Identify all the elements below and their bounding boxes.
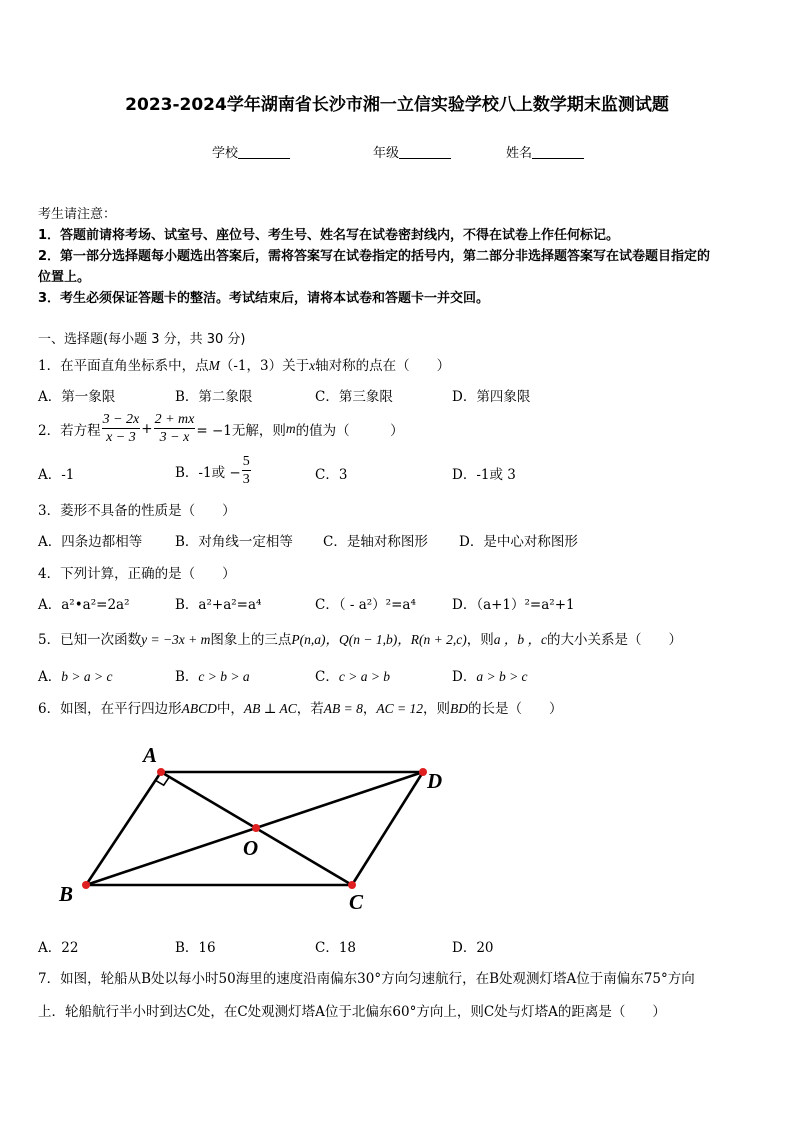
point-c <box>348 881 356 889</box>
q2-option-c[interactable]: C．3 <box>315 467 348 483</box>
question-1: 1．在平面直角坐标系中，点M（-1，3）关于x轴对称的点在（ ） <box>38 358 451 374</box>
q5-option-a[interactable]: A．b > a > c <box>38 669 113 685</box>
question-6: 6．如图，在平行四边形ABCD中，AB ⊥ AC，若AB = 8，AC = 12，则BD的长是（ ） <box>38 701 563 717</box>
question-3: 3．菱形不具备的性质是（ ） <box>38 503 236 519</box>
q6-option-d[interactable]: D．20 <box>452 940 494 956</box>
notice-heading: 考生请注意： <box>38 207 117 222</box>
label-o: O <box>243 836 259 860</box>
question-7-line-1: 7．如图，轮船从B处以每小时50海里的速度沿南偏东30°方向匀速航行，在B处观测灯塔A位于南偏东75°方向 <box>38 971 695 987</box>
q2-option-a[interactable]: A．-1 <box>38 467 75 483</box>
label-a: A <box>143 743 158 767</box>
q5-option-d[interactable]: D．a > b > c <box>452 669 528 685</box>
q2-option-d[interactable]: D．-1或 3 <box>452 467 516 483</box>
q3-option-d[interactable]: D．是中心对称图形 <box>459 534 578 550</box>
name-field: 姓名 <box>506 142 584 161</box>
q1-option-a[interactable]: A．第一象限 <box>38 389 116 405</box>
q3-option-b[interactable]: B．对角线一定相等 <box>175 534 293 550</box>
notice-item: 位置上。 <box>38 270 91 285</box>
q3-option-c[interactable]: C．是轴对称图形 <box>323 534 428 550</box>
point-d <box>419 768 427 776</box>
side-cd <box>352 772 423 885</box>
label-c: C <box>349 890 364 914</box>
q4-option-a[interactable]: A．a²•a²=2a² <box>38 597 130 613</box>
q5-option-c[interactable]: C．c > a > b <box>315 669 391 685</box>
question-7-line-2: 上．轮船航行半小时到达C处，在C处观测灯塔A位于北偏东60°方向上，则C处与灯塔A的距离是（ ） <box>38 1004 666 1020</box>
section-heading: 一、选择题(每小题 3 分，共 30 分) <box>38 332 246 347</box>
question-2: 2．若方程 $\frac{3 - 2x}{x - 3}$ + $\frac{2 + mx}{3 - x}$ = −1无解，则 m 的值为（ ） <box>38 412 404 445</box>
q1-option-d[interactable]: D．第四象限 <box>452 389 531 405</box>
q6-option-a[interactable]: A．22 <box>38 940 79 956</box>
fraction-2: $\frac{2 + mx}{3 - x}$ <box>154 412 195 445</box>
point-a <box>157 768 165 776</box>
page-title: 2023-2024学年湖南省长沙市湘一立信实验学校八上数学期末监测试题 <box>125 95 669 115</box>
question-5: 5．已知一次函数y = −3x + m图象上的三点P(n,a)，Q(n − 1,b)，R(n + 2,c)，则a ，b ，c的大小关系是（ ） <box>38 632 682 648</box>
notice-item: 3．考生必须保证答题卡的整洁。考试结束后，请将本试卷和答题卡一并交回。 <box>38 291 490 306</box>
point-o <box>252 824 260 832</box>
side-ab <box>86 772 161 885</box>
q6-option-b[interactable]: B．16 <box>175 940 216 956</box>
notice-item: 1．答题前请将考场、试室号、座位号、考生号、姓名写在试卷密封线内，不得在试卷上作任何标记。 <box>38 228 620 243</box>
label-b: B <box>59 882 74 906</box>
q3-option-a[interactable]: A．四条边都相等 <box>38 534 143 550</box>
q2-option-b[interactable]: B．-1或 − $\frac{5}{3}$ <box>175 454 250 487</box>
q1-option-b[interactable]: B．第二象限 <box>175 389 253 405</box>
q5-option-b[interactable]: B．c > b > a <box>175 669 250 685</box>
q6-option-c[interactable]: C．18 <box>315 940 357 956</box>
q4-option-d[interactable]: D．（a+1）²=a²+1 <box>452 597 575 613</box>
q4-option-b[interactable]: B．a²+a²=a⁴ <box>175 597 262 613</box>
fraction-5-3: $\frac{5}{3}$ <box>242 454 250 487</box>
label-d: D <box>427 769 443 793</box>
fraction-1: $\frac{3 - 2x}{x - 3}$ <box>102 412 140 445</box>
grade-field: 年级 <box>373 142 451 161</box>
q4-option-c[interactable]: C．（ - a²）²=a⁴ <box>315 597 416 613</box>
school-field: 学校 <box>212 142 290 161</box>
q1-option-c[interactable]: C．第三象限 <box>315 389 393 405</box>
parallelogram-figure <box>0 735 794 920</box>
point-b <box>82 881 90 889</box>
question-4: 4．下列计算，正确的是（ ） <box>38 566 236 582</box>
notice-item: 2．第一部分选择题每小题选出答案后，需将答案写在试卷指定的括号内，第二部分非选择题答案写在试卷题目指定的 <box>38 249 711 264</box>
